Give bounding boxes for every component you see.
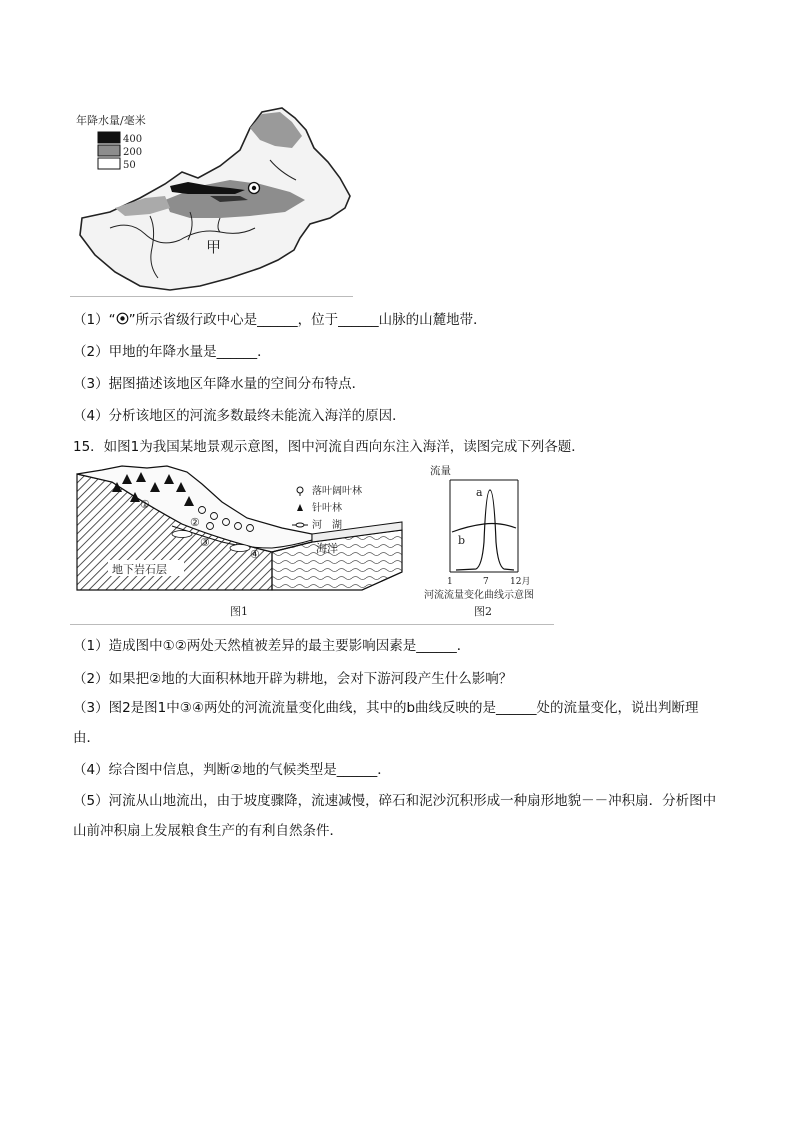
flow-curve-chart [418,462,558,622]
q15-part1: （1）造成图中①②两处天然植被差异的最主要影响因素是______． [73,638,471,654]
legend-broadleaf-icon [297,487,303,496]
x-tick: 7 [483,577,489,587]
marker-4: ④ [250,548,260,561]
rock-label: 地下岩石层 [112,563,167,576]
fig2-title: 河流流量变化曲线示意图 [424,590,534,601]
q15-part4: （4）综合图中信息，判断②地的气候类型是______． [73,762,391,778]
q14-part1 [73,310,487,330]
q14-part3: （3）据图描述该地区年降水量的空间分布特点． [73,376,366,392]
q15-part2: （2）如果把②地的大面积林地开辟为耕地，会对下游河段产生什么影响？ [73,671,513,687]
legend-conifer-label: 针叶林 [312,503,342,514]
legend-swatch-50 [98,158,120,169]
curve-a [456,490,514,570]
marker-2: ② [190,516,200,529]
fig2-caption: 图2 [474,605,492,618]
legend-value: 50 [123,160,136,171]
legend-swatch-400 [98,132,120,143]
legend-river-lake-icon [292,523,308,527]
q15-part3: （3）图2是图1中③④两处的河流流量变化曲线，其中的b曲线反映的是______处的流量变化，说出判断理由． [73,700,699,746]
x-tick: 1 [447,577,453,587]
capital-symbol-icon [116,312,129,325]
region-label-jia: 甲 [206,238,222,256]
q15-intro: 15．如图1为我国某地景观示意图，图中河流自西向东注入海洋，读图完成下列各题． [73,439,585,455]
q14-part2: （2）甲地的年降水量是______． [73,344,271,360]
marker-3: ③ [200,536,210,549]
fig2-y-label: 流量 [430,465,451,477]
legend-conifer-icon [297,504,303,511]
legend-broadleaf-label: 落叶阔叶林 [312,486,362,497]
q14-part4: （4）分析该地区的河流多数最终未能流入海洋的原因． [73,408,406,424]
capital-symbol-icon [249,183,260,194]
divider [70,296,353,297]
divider [70,624,554,625]
legend-river-lake-label: 河 湖 [312,520,342,531]
legend-value: 400 [123,134,143,145]
q14-part1-pre: （1）“ [73,312,116,328]
precipitation-map [70,100,370,300]
landscape-diagram [72,462,412,622]
fig1-caption: 图1 [230,605,248,618]
marker-1: ① [140,498,150,511]
legend-value: 200 [123,147,143,158]
lake [230,545,250,552]
x-tick: 12月 [510,577,531,587]
q15-part5: （5）河流从山地流出，由于坡度骤降，流速减慢，碎石和泥沙沉积形成一种扇形地貌－－冲积扇．分析图中山前冲积扇上发展粮食生产的有利自然条件． [73,793,717,839]
legend-title: 年降水量/毫米 [76,114,146,127]
q14-part1-post: ”所示省级行政中心是______，位于______山脉的山麓地带． [128,312,487,328]
sea-label: 海洋 [316,542,338,555]
lake [172,531,192,538]
legend-swatch-200 [98,145,120,156]
curve-a-label: a [476,486,483,499]
curve-b-label: b [458,534,466,547]
